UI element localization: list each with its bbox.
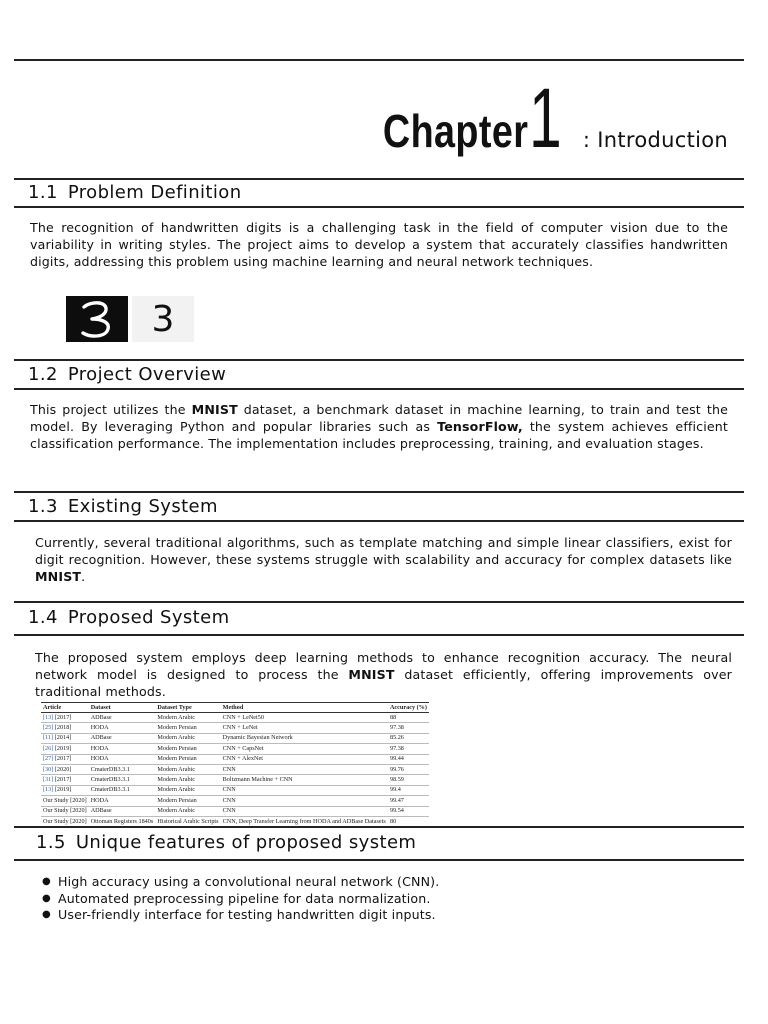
article-cell [41, 713, 89, 723]
acc-cell: 99.44 [388, 754, 429, 764]
chapter-subtitle: : Introduction [582, 128, 728, 152]
list-item [40, 907, 439, 924]
method-cell: Boltzmann Machine + CNN [221, 775, 388, 785]
section-heading-1-4 [28, 607, 230, 628]
article-cell [41, 733, 89, 743]
text-run: Currently, several traditional algorithms, such as template matching and simple linear classifiers, exist for digit recognition. However, these systems struggle with scalability and accuracy for complex datasets like [35, 535, 732, 567]
method-cell: CNN [221, 785, 388, 795]
section-heading-1-2 [28, 364, 226, 385]
feature-text: High accuracy using a convolutional neural network (CNN). [58, 874, 440, 889]
section-rule-bottom [14, 206, 744, 208]
list-item [40, 891, 439, 908]
bold-term-mnist: MNIST [191, 402, 238, 417]
citation-link[interactable]: [26] [43, 744, 54, 752]
type-cell: Modern Persian [155, 744, 220, 754]
problem-definition-text: The recognition of handwritten digits is a challenging task in the field of computer vision due to the variability in writing styles. The project aims to develop a system that accurately classifies handwritten digits, addressing this problem using machine learning and neural network techniques. [30, 220, 728, 269]
type-cell: Modern Arabic [155, 806, 220, 816]
feature-text: Automated preprocessing pipeline for data normalization. [58, 890, 431, 906]
proposed-system-text [35, 650, 732, 700]
article-cell [41, 764, 89, 774]
acc-cell: 99.4 [388, 785, 429, 795]
table-row [41, 754, 429, 764]
article-year: [2017] [53, 713, 72, 721]
bold-term-tensorflow: TensorFlow, [437, 418, 523, 434]
acc-cell: 80 [388, 816, 429, 826]
acc-cell: 99.54 [388, 806, 429, 816]
dataset-cell: HODA [89, 744, 156, 754]
column-header: Dataset Type [155, 703, 220, 713]
column-header: Method [221, 703, 388, 713]
acc-cell: 98.59 [388, 775, 429, 785]
article-year: Our Study [2020] [43, 796, 87, 804]
section-title: Problem Definition [67, 182, 242, 203]
type-cell: Modern Persian [155, 754, 220, 764]
article-cell [41, 775, 89, 785]
dataset-cell: CmaterDB3.3.1 [89, 764, 156, 774]
digit-sample-images [66, 296, 194, 342]
article-year: [2014] [53, 734, 72, 742]
section-number: 1.4 [28, 607, 58, 628]
section-title: Project Overview [67, 364, 227, 385]
type-cell: Historical Arabic Scripts [155, 816, 220, 826]
section-heading-1-5 [36, 832, 416, 853]
method-cell: CNN + AlexNet [221, 754, 388, 764]
section-rule-bottom [14, 520, 744, 522]
section-rule-top [14, 491, 744, 493]
citation-link[interactable]: [11] [43, 734, 54, 742]
citation-link[interactable]: [13] [43, 713, 54, 721]
article-cell [41, 723, 89, 733]
dataset-cell: HODA [89, 754, 156, 764]
table-header-row [41, 703, 429, 713]
bold-term-mnist: MNIST [35, 568, 82, 584]
section-rule-top [14, 178, 744, 180]
table-row [41, 713, 429, 723]
method-cell: CNN + LeNet50 [221, 713, 388, 723]
section-title: Proposed System [67, 607, 230, 628]
bullet-icon: ● [42, 892, 51, 904]
chapter-heading [0, 71, 728, 165]
existing-system-text [35, 535, 732, 585]
article-year: [2019] [53, 744, 72, 752]
section-number: 1.2 [28, 364, 58, 385]
text-run: dataset efficiently, offering improvements over traditional methods. [35, 666, 732, 699]
type-cell: Modern Arabic [155, 775, 220, 785]
article-cell [41, 754, 89, 764]
citation-link[interactable]: [30] [43, 765, 54, 773]
section-title: Existing System [67, 496, 218, 517]
printed-digit: 3 [151, 298, 175, 340]
section-number: 1.1 [28, 182, 58, 203]
dataset-cell: ADBase [89, 713, 156, 723]
features-list [40, 874, 439, 924]
section-rule-top [14, 601, 744, 603]
dataset-cell: HODA [89, 723, 156, 733]
type-cell: Modern Persian [155, 723, 220, 733]
article-year: [2020] [53, 765, 72, 773]
method-cell: CNN + CapsNet [221, 744, 388, 754]
article-cell [41, 785, 89, 795]
section-heading-1-3 [28, 496, 218, 517]
article-cell [41, 744, 89, 754]
method-cell: CNN [221, 764, 388, 774]
article-year: Our Study [2020] [43, 807, 87, 815]
text-run: The proposed system employs deep learning methods to enhance recognition accuracy. The neural network model is designed to process the [35, 650, 732, 682]
type-cell: Modern Arabic [155, 733, 220, 743]
acc-cell: 99.47 [388, 796, 429, 806]
acc-cell: 88 [388, 713, 429, 723]
dataset-cell: ADBase [89, 806, 156, 816]
text-run: . [81, 568, 86, 584]
type-cell: Modern Arabic [155, 713, 220, 723]
dataset-cell: HODA [89, 796, 156, 806]
table-row [41, 806, 429, 816]
section-rule-top [14, 826, 744, 828]
table-row [41, 775, 429, 785]
bullet-icon: ● [42, 876, 51, 887]
column-header: Dataset [89, 703, 156, 713]
method-cell: CNN + LeNet [221, 723, 388, 733]
dataset-cell: CmaterDB3.3.1 [89, 775, 156, 785]
feature-text: User-friendly interface for testing handwritten digit inputs. [58, 907, 436, 922]
bold-term-mnist: MNIST [348, 666, 395, 682]
section-rule-bottom [14, 859, 744, 861]
table-row [41, 785, 429, 795]
citation-link[interactable]: [13] [43, 786, 54, 794]
dataset-cell: ADBase [89, 733, 156, 743]
column-header: Article [41, 703, 89, 713]
type-cell: Modern Arabic [155, 764, 220, 774]
section-title: Unique features of proposed system [75, 832, 417, 853]
handwritten-digit-image [66, 296, 128, 342]
table-row [41, 744, 429, 754]
text-run: the system achieves efficient classification performance. The implementation includes preprocessing, training, and evaluation stages. [30, 418, 728, 451]
project-overview-text [30, 402, 728, 452]
table-row [41, 723, 429, 733]
chapter-number: 1 [529, 71, 562, 165]
article-cell [41, 796, 89, 806]
article-year: [2019] [53, 786, 72, 794]
citation-link[interactable]: [27] [43, 755, 54, 763]
method-cell: CNN [221, 796, 388, 806]
handwritten-three-icon [75, 299, 119, 339]
dataset-cell: Ottoman Registers 1840s [89, 816, 156, 826]
article-year: [2017] [53, 775, 72, 783]
text-run: This project utilizes the [30, 402, 192, 417]
article-year: [2017] [53, 755, 72, 763]
bullet-icon: ● [42, 909, 51, 920]
article-year: Our Study [2020] [43, 817, 87, 825]
section-rule-top [14, 359, 744, 361]
table-row [41, 796, 429, 806]
section-number: 1.3 [28, 496, 58, 517]
acc-cell: 97.38 [388, 723, 429, 733]
dataset-cell: CmaterDB3.3.1 [89, 785, 156, 795]
type-cell: Modern Arabic [155, 785, 220, 795]
top-rule [14, 59, 744, 61]
section-heading-1-1 [28, 182, 242, 203]
table-row [41, 764, 429, 774]
text-run: dataset, a benchmark dataset in machine learning, to train and test the model. By leveraging Python and popular libraries such as [30, 402, 728, 434]
article-year: [2018] [53, 723, 72, 731]
acc-cell: 99.76 [388, 764, 429, 774]
method-cell: Dynamic Bayesian Network [221, 733, 388, 743]
table-row [41, 733, 429, 743]
article-cell [41, 806, 89, 816]
section-number: 1.5 [36, 832, 66, 853]
section-rule-bottom [14, 634, 744, 636]
method-cell: CNN, Deep Transfer Learning from HODA and ADBase Datasets [221, 816, 388, 826]
printed-digit-image [132, 296, 194, 342]
acc-cell: 85.26 [388, 733, 429, 743]
citation-link[interactable]: [31] [43, 775, 54, 783]
column-header: Accuracy (%) [388, 703, 429, 713]
comparison-table [41, 702, 429, 827]
section-rule-bottom [14, 388, 744, 390]
type-cell: Modern Persian [155, 796, 220, 806]
chapter-word: Chapter [382, 105, 529, 157]
list-item [40, 874, 439, 891]
citation-link[interactable]: [25] [43, 723, 54, 731]
acc-cell: 97.38 [388, 744, 429, 754]
method-cell: CNN [221, 806, 388, 816]
